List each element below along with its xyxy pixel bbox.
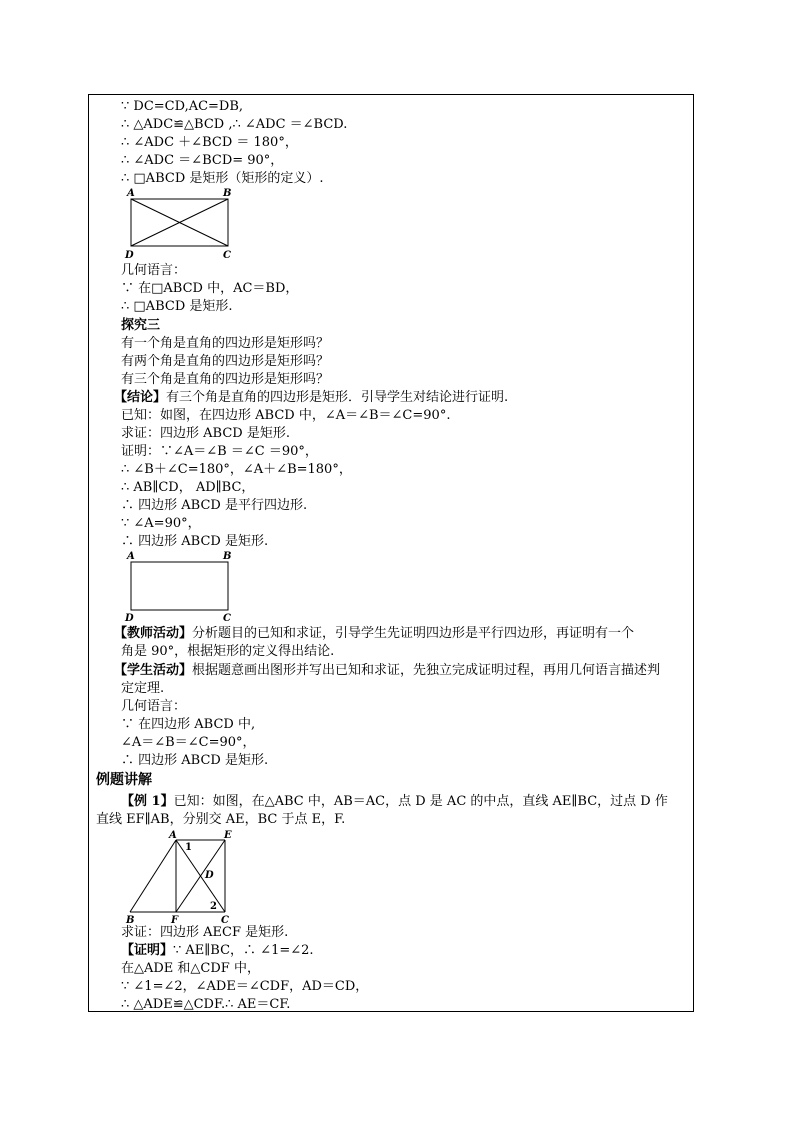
conclusion-tag: 【结论】 (114, 390, 167, 405)
vertex-label-e: E (224, 830, 232, 841)
vertex-label-a: A (169, 830, 177, 841)
text-line: 已知：如图，在四边形 ABCD 中，∠A＝∠B＝∠C=90°. (121, 408, 451, 423)
text-line: ∴ □ABCD 是矩形（矩形的定义）. (121, 171, 324, 186)
question-line: 有两个角是直角的四边形是矩形吗？ (121, 354, 330, 369)
text-line: 证明：∵∠A＝∠B ＝∠C ＝90°， (121, 444, 318, 459)
text-line: ∴ □ABCD 是矩形. (121, 299, 233, 314)
student-activity-line: 【学生活动】根据题意画出图形并写出已知和求证，先独立完成证明过程，再用几何语言描述判 (114, 663, 661, 678)
vertex-label-c: C (221, 915, 229, 924)
vertex-label-b: B (223, 551, 232, 562)
vertex-label-d: D (125, 613, 134, 623)
text-line: 几何语言： (121, 699, 187, 714)
student-activity-tag: 【学生活动】 (114, 663, 193, 678)
text-line: 几何语言： (121, 263, 187, 278)
text-line: 求证：四边形 AECF 是矩形. (121, 925, 289, 940)
text-line: 角是 90°，根据矩形的定义得出结论. (121, 644, 335, 659)
triangle-rectangle-figure (120, 828, 240, 924)
teacher-activity-tag: 【教师活动】 (114, 626, 193, 641)
teacher-activity-line: 【教师活动】分析题目的已知和求证，引导学生先证明四边形是平行四边形，再证明有一个 (114, 626, 635, 641)
vertex-label-a: A (127, 188, 135, 199)
text-line: ∵ 在四边形 ABCD 中, (121, 717, 256, 732)
rectangle-diagonals-figure (120, 186, 240, 260)
text-line: ∴ ∠B＋∠C=180°，∠A＋∠B=180°， (121, 462, 352, 477)
text-line: ∵ ∠A=90°， (121, 516, 201, 531)
vertex-label-a: A (127, 551, 135, 562)
text-line: ∴ AB∥CD， AD∥BC， (121, 480, 255, 495)
vertex-label-f: F (171, 915, 179, 924)
text-line: ∵ 在□ABCD 中，AC＝BD， (121, 281, 299, 296)
vertex-label-d: D (125, 250, 134, 260)
proof-tag: 【证明】 (121, 943, 174, 958)
vertex-label-c: C (223, 613, 231, 623)
conclusion-line: 【结论】有三个角是直角的四边形是矩形．引导学生对结论进行证明. (114, 390, 509, 405)
text-line: 直线 EF∥AB，分别交 AE，BC 于点 E，F. (96, 812, 346, 827)
section-heading: 探究三 (121, 318, 161, 333)
proof-line: 【证明】∵ AE∥BC，∴ ∠1=∠2. (121, 943, 314, 958)
text-line: ∴ 四边形 ABCD 是平行四边形. (121, 498, 308, 513)
text-line: ∵ DC=CD,AC=DB, (121, 99, 244, 114)
vertex-label-b: B (223, 188, 232, 199)
angle-label-1: 1 (185, 842, 192, 853)
text-line: ∠A＝∠B＝∠C=90°， (121, 735, 256, 750)
example-line: 【例 1】已知：如图，在△ABC 中，AB＝AC，点 D 是 AC 的中点，直线 AE∥BC，过点 D 作 (121, 794, 668, 809)
text-line: ∴ △ADE≌△CDF.∴ AE＝CF. (121, 997, 291, 1012)
text-line: ∴ ∠ADC ＋∠BCD ＝ 180°， (121, 135, 298, 150)
question-line: 有三个角是直角的四边形是矩形吗？ (121, 372, 330, 387)
question-line: 有一个角是直角的四边形是矩形吗？ (121, 336, 330, 351)
vertex-label-b: B (126, 915, 135, 924)
text-line: ∴ ∠ADC ＝∠BCD= 90°， (121, 153, 284, 168)
rectangle-figure (120, 549, 240, 623)
text-line: ∴ △ADC≌△BCD ,∴ ∠ADC ＝∠BCD. (121, 117, 348, 132)
example-tag: 【例 1】 (121, 794, 174, 809)
section-heading: 例题讲解 (96, 772, 152, 788)
text-line: ∵ ∠1=∠2，∠ADE＝∠CDF，AD＝CD， (121, 979, 369, 994)
point-label-d: D (205, 870, 214, 881)
vertex-label-c: C (223, 250, 231, 260)
text-line: ∴ 四边形 ABCD 是矩形. (121, 534, 269, 549)
angle-label-2: 2 (210, 901, 217, 912)
text-line: 求证：四边形 ABCD 是矩形. (121, 426, 290, 441)
text-line: 定定理. (121, 681, 165, 696)
text-line: 在△ADE 和△CDF 中， (121, 961, 260, 976)
text-line: ∴ 四边形 ABCD 是矩形. (121, 753, 269, 768)
